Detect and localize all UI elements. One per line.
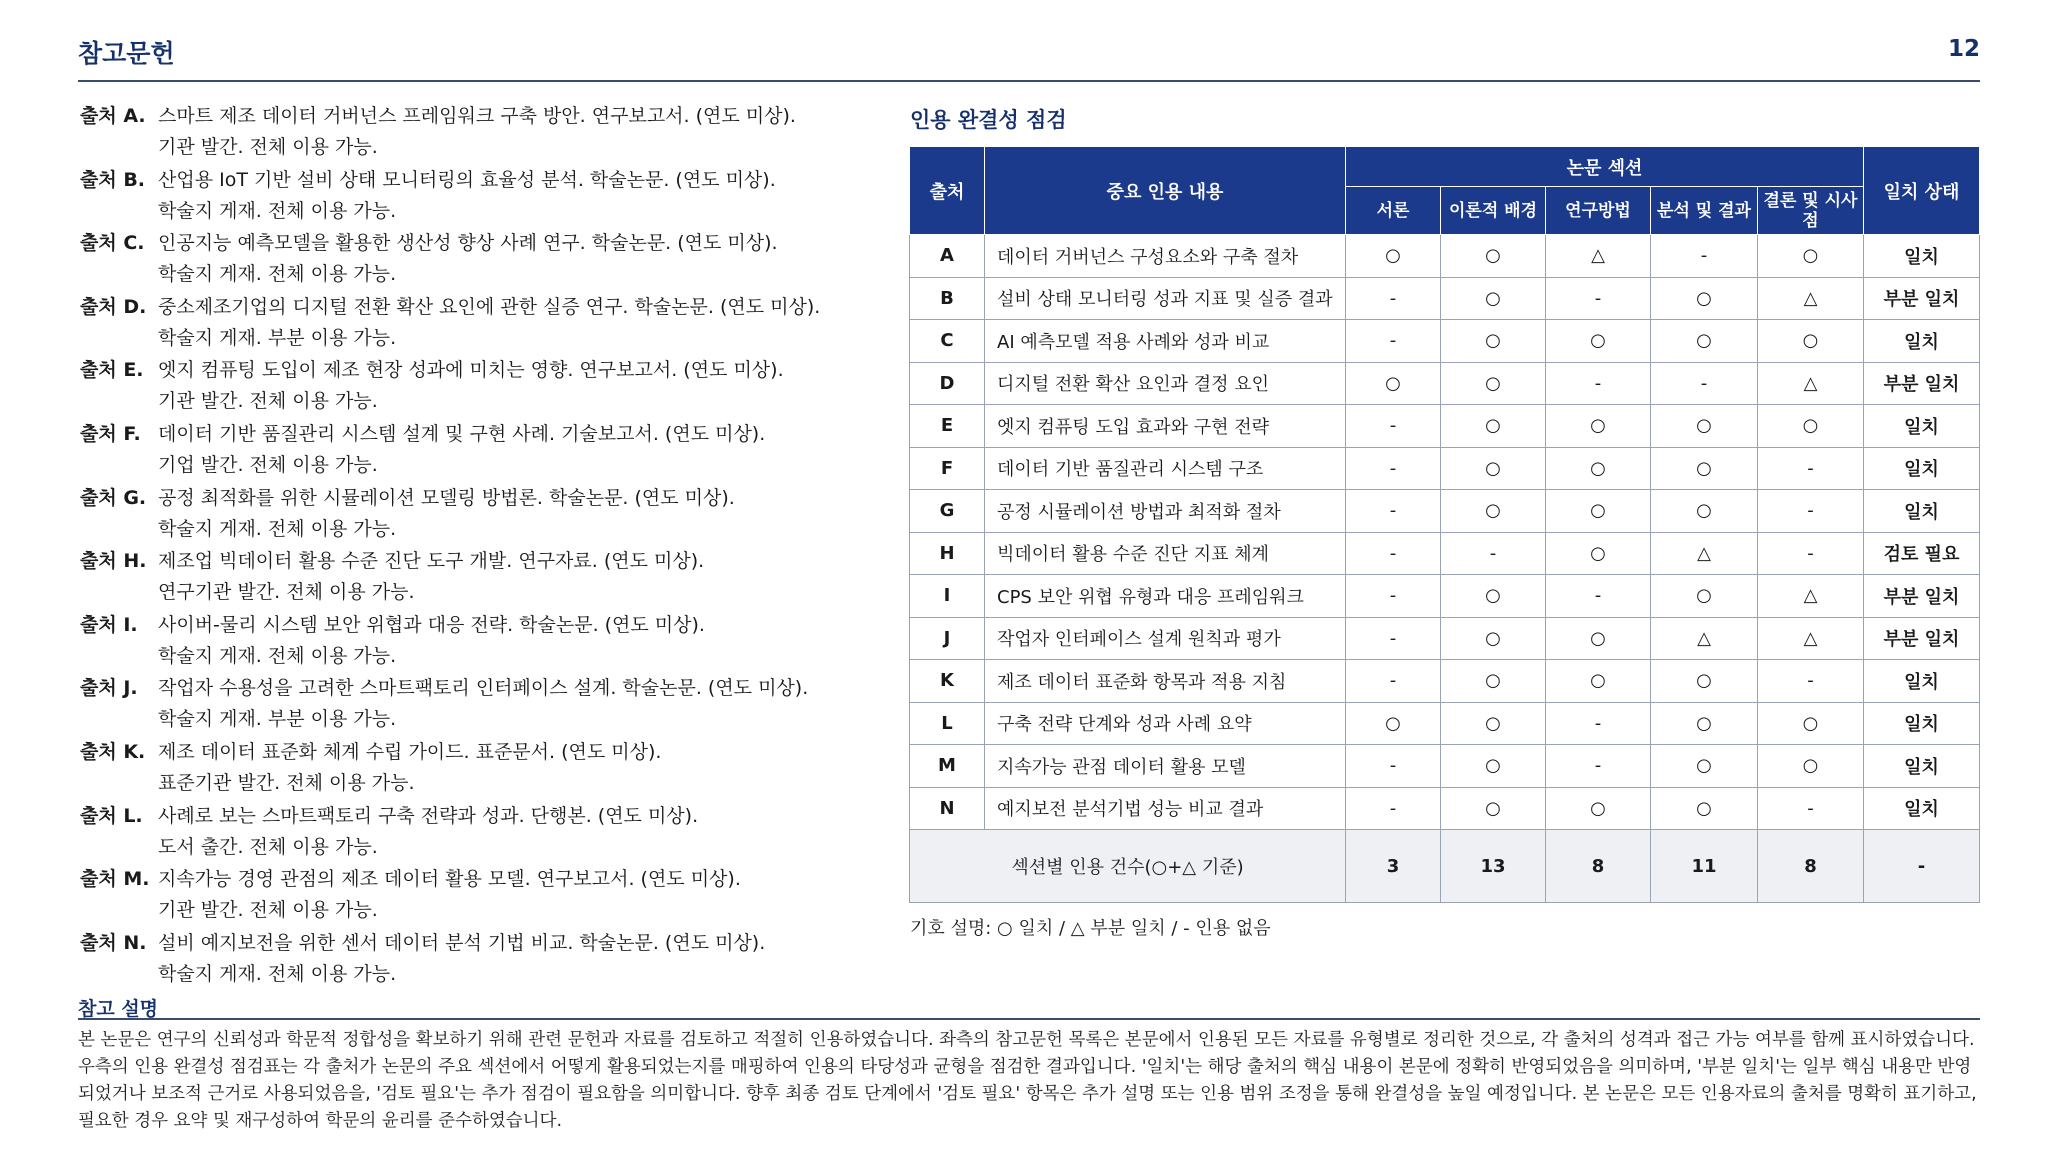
reference-item-l	[80, 801, 860, 865]
row-section-mark: -	[1546, 575, 1651, 618]
table-row	[910, 617, 1980, 660]
row-section-mark: △	[1758, 575, 1864, 618]
row-section-mark: ○	[1651, 660, 1758, 703]
row-citation-content: AI 예측모델 적용 사례와 성과 비교	[985, 320, 1346, 363]
reference-text: 산업용 IoT 기반 설비 상태 모니터링의 효율성 분석. 학술논문. (연도 미상).	[158, 168, 776, 191]
reference-text: 작업자 수용성을 고려한 스마트팩토리 인터페이스 설계. 학술논문. (연도 미상).	[158, 677, 809, 700]
reference-item-g	[80, 483, 860, 547]
row-section-mark: △	[1758, 277, 1864, 320]
table-row	[910, 235, 1980, 278]
notes-divider	[78, 1018, 1980, 1020]
reference-item-d	[80, 292, 860, 356]
table-row	[910, 447, 1980, 490]
row-source-id: K	[910, 660, 985, 703]
row-section-mark: ○	[1441, 617, 1546, 660]
row-citation-content: 엣지 컴퓨팅 도입 효과와 구현 전략	[985, 405, 1346, 448]
reference-availability: 표준기관 발간. 전체 이용 가능.	[158, 771, 415, 794]
page-header	[78, 30, 1980, 82]
row-section-mark: △	[1546, 235, 1651, 278]
notes-title: 참고 설명	[78, 998, 159, 1020]
table-row	[910, 702, 1980, 745]
reference-item-f	[80, 419, 860, 483]
row-section-mark: ○	[1651, 490, 1758, 533]
row-match-status: 일치	[1864, 447, 1980, 490]
row-section-mark: -	[1758, 490, 1864, 533]
total-count: 11	[1651, 830, 1758, 903]
row-match-status: 부분 일치	[1864, 575, 1980, 618]
row-citation-content: 빅데이터 활용 수준 진단 지표 체계	[985, 532, 1346, 575]
row-section-mark: ○	[1441, 660, 1546, 703]
header-sections-group: 논문 섹션	[1346, 147, 1864, 187]
row-citation-content: 구축 전략 단계와 성과 사례 요약	[985, 702, 1346, 745]
row-section-mark: -	[1346, 532, 1441, 575]
table-row	[910, 575, 1980, 618]
reference-availability: 학술지 게재. 전체 이용 가능.	[158, 517, 397, 540]
reference-availability: 도서 출간. 전체 이용 가능.	[158, 835, 378, 858]
row-citation-content: 디지털 전환 확산 요인과 결정 요인	[985, 362, 1346, 405]
reference-availability: 학술지 게재. 전체 이용 가능.	[158, 644, 397, 667]
reference-availability: 학술지 게재. 부분 이용 가능.	[158, 326, 397, 349]
reference-label: 출처 L.	[80, 804, 143, 827]
row-section-mark: ○	[1651, 277, 1758, 320]
row-citation-content: 제조 데이터 표준화 항목과 적용 지침	[985, 660, 1346, 703]
row-citation-content: 작업자 인터페이스 설계 원칙과 평가	[985, 617, 1346, 660]
table-row	[910, 277, 1980, 320]
row-section-mark: -	[1546, 745, 1651, 788]
row-citation-content: 설비 상태 모니터링 성과 지표 및 실증 결과	[985, 277, 1346, 320]
row-section-mark: ○	[1346, 702, 1441, 745]
row-section-mark: ○	[1441, 745, 1546, 788]
reference-text: 데이터 기반 품질관리 시스템 설계 및 구현 사례. 기술보고서. (연도 미상).	[158, 422, 766, 445]
row-section-mark: ○	[1546, 787, 1651, 830]
row-source-id: H	[910, 532, 985, 575]
reference-availability: 학술지 게재. 전체 이용 가능.	[158, 199, 397, 222]
table-row	[910, 405, 1980, 448]
check-section-title: 인용 완결성 점검	[910, 108, 1067, 132]
row-source-id: J	[910, 617, 985, 660]
row-section-mark: △	[1651, 617, 1758, 660]
row-match-status: 일치	[1864, 490, 1980, 533]
row-section-mark: ○	[1441, 575, 1546, 618]
reference-text: 사이버-물리 시스템 보안 위협과 대응 전략. 학술논문. (연도 미상).	[158, 613, 705, 636]
row-section-mark: -	[1346, 575, 1441, 618]
row-section-mark: ○	[1758, 405, 1864, 448]
totals-row	[910, 830, 1980, 903]
row-section-mark: -	[1346, 405, 1441, 448]
reference-label: 출처 N.	[80, 931, 147, 954]
row-section-mark: -	[1651, 362, 1758, 405]
row-match-status: 부분 일치	[1864, 362, 1980, 405]
row-section-mark: -	[1651, 235, 1758, 278]
row-source-id: G	[910, 490, 985, 533]
reference-item-i	[80, 610, 860, 674]
reference-availability: 기관 발간. 전체 이용 가능.	[158, 136, 378, 158]
total-count: 3	[1346, 830, 1441, 903]
row-section-mark: ○	[1758, 235, 1864, 278]
row-match-status: 일치	[1864, 787, 1980, 830]
header-status: 일치 상태	[1864, 147, 1980, 235]
row-section-mark: ○	[1546, 447, 1651, 490]
table-row	[910, 490, 1980, 533]
table-row	[910, 787, 1980, 830]
reference-availability: 기관 발간. 전체 이용 가능.	[158, 390, 378, 413]
total-status: -	[1864, 830, 1980, 903]
row-section-mark: -	[1758, 787, 1864, 830]
row-section-mark: ○	[1346, 235, 1441, 278]
row-section-mark: ○	[1758, 745, 1864, 788]
total-count: 8	[1758, 830, 1864, 903]
reference-item-j	[80, 673, 860, 737]
citation-check-table	[909, 146, 1980, 903]
reference-text: 중소제조기업의 디지털 전환 확산 요인에 관한 실증 연구. 학술논문. (연도 미상).	[158, 295, 821, 318]
header-section-method: 연구방법	[1546, 187, 1651, 235]
reference-label: 출처 M.	[80, 868, 150, 891]
table-row	[910, 532, 1980, 575]
reference-label: 출처 F.	[80, 422, 141, 445]
row-match-status: 부분 일치	[1864, 617, 1980, 660]
reference-label: 출처 G.	[80, 486, 147, 509]
row-section-mark: △	[1758, 617, 1864, 660]
row-section-mark: -	[1758, 532, 1864, 575]
row-section-mark: -	[1546, 277, 1651, 320]
table-row	[910, 362, 1980, 405]
row-section-mark: -	[1346, 617, 1441, 660]
row-section-mark: ○	[1651, 447, 1758, 490]
row-source-id: B	[910, 277, 985, 320]
row-match-status: 일치	[1864, 660, 1980, 703]
reference-text: 인공지능 예측모델을 활용한 생산성 향상 사례 연구. 학술논문. (연도 미상).	[158, 232, 778, 255]
row-section-mark: -	[1346, 277, 1441, 320]
row-section-mark: ○	[1651, 787, 1758, 830]
header-section-conclusion: 결론 및 시사점	[1758, 187, 1864, 235]
table-row	[910, 660, 1980, 703]
reference-item-e	[80, 355, 860, 419]
row-citation-content: 데이터 기반 품질관리 시스템 구조	[985, 447, 1346, 490]
row-section-mark: ○	[1651, 702, 1758, 745]
row-source-id: M	[910, 745, 985, 788]
reference-label: 출처 H.	[80, 550, 147, 573]
row-source-id: C	[910, 320, 985, 363]
reference-text: 사례로 보는 스마트팩토리 구축 전략과 성과. 단행본. (연도 미상).	[158, 804, 699, 827]
notes-body: 본 논문은 연구의 신뢰성과 학문적 정합성을 확보하기 위해 관련 문헌과 자료를 검토하고 적절히 인용하였습니다. 좌측의 참고문헌 목록은 본문에서 인용된 모든 자료를 유형별로 정리한 것으로, 각 출처의 성격과 접근 가능 여부를 함께 표시하였습니다. 우측의 인용 완결성 점검표는 각 출처가 논문의 주요 섹션에서 어떻게 활용되었는지를 매핑하여 인용의 타당성과 균형을 점검한 결과입니다. '일치'는 해당 출처의 핵심 내용이 본문에 정확히 반영되었음을 의미하며, '부분 일치'는 일부 핵심 내용만 반영되었거나 보조적 근거로 사용되었음을, '검토 필요'는 추가 점검이 필요함을 의미합니다. 향후 최종 검토 단계에서 '검토 필요' 항목은 추가 설명 또는 인용 범위 조정을 통해 완결성을 높일 예정입니다. 본 논문은 모든 인용자료의 출처를 명확히 표기하고, 필요한 경우 요약 및 재구성하여 학문의 윤리를 준수하였습니다.	[78, 1030, 1977, 1131]
row-source-id: L	[910, 702, 985, 745]
reference-availability: 기관 발간. 전체 이용 가능.	[158, 899, 378, 922]
row-section-mark: ○	[1441, 787, 1546, 830]
reference-label: 출처 E.	[80, 359, 144, 382]
row-section-mark: ○	[1441, 362, 1546, 405]
page-title: 참고문헌	[78, 39, 175, 68]
row-section-mark: -	[1346, 787, 1441, 830]
reference-item-b	[80, 165, 860, 229]
row-source-id: F	[910, 447, 985, 490]
reference-availability: 학술지 게재. 전체 이용 가능.	[158, 962, 397, 985]
row-citation-content: 공정 시뮬레이션 방법과 최적화 절차	[985, 490, 1346, 533]
reference-label: 출처 D.	[80, 295, 147, 318]
row-section-mark: -	[1758, 660, 1864, 703]
row-citation-content: CPS 보안 위협 유형과 대응 프레임워크	[985, 575, 1346, 618]
row-section-mark: ○	[1546, 532, 1651, 575]
header-section-theory: 이론적 배경	[1441, 187, 1546, 235]
row-match-status: 일치	[1864, 702, 1980, 745]
row-section-mark: ○	[1758, 320, 1864, 363]
row-section-mark: -	[1546, 702, 1651, 745]
row-section-mark: △	[1651, 532, 1758, 575]
row-section-mark: ○	[1346, 362, 1441, 405]
page-number: 12	[1947, 36, 1980, 62]
row-section-mark: ○	[1441, 320, 1546, 363]
row-section-mark: ○	[1651, 405, 1758, 448]
row-section-mark: ○	[1758, 702, 1864, 745]
reference-item-k	[80, 737, 860, 801]
reference-text: 제조업 빅데이터 활용 수준 진단 도구 개발. 연구자료. (연도 미상).	[158, 550, 705, 573]
total-count: 8	[1546, 830, 1651, 903]
row-section-mark: ○	[1546, 660, 1651, 703]
table-row	[910, 320, 1980, 363]
row-section-mark: ○	[1441, 702, 1546, 745]
row-section-mark: -	[1441, 532, 1546, 575]
row-section-mark: -	[1346, 320, 1441, 363]
reference-label: 출처 I.	[80, 613, 138, 636]
row-section-mark: ○	[1546, 320, 1651, 363]
reference-availability: 학술지 게재. 전체 이용 가능.	[158, 263, 397, 286]
row-section-mark: ○	[1441, 447, 1546, 490]
row-section-mark: -	[1758, 447, 1864, 490]
row-match-status: 일치	[1864, 320, 1980, 363]
reference-text: 지속가능 경영 관점의 제조 데이터 활용 모델. 연구보고서. (연도 미상).	[158, 868, 741, 891]
reference-label: 출처 J.	[80, 677, 138, 700]
row-source-id: E	[910, 405, 985, 448]
row-section-mark: ○	[1441, 490, 1546, 533]
reference-availability: 기업 발간. 전체 이용 가능.	[158, 453, 378, 476]
total-count: 13	[1441, 830, 1546, 903]
row-source-id: N	[910, 787, 985, 830]
header-section-intro: 서론	[1346, 187, 1441, 235]
reference-label: 출처 C.	[80, 232, 145, 255]
reference-text: 공정 최적화를 위한 시뮬레이션 모델링 방법론. 학술논문. (연도 미상).	[158, 486, 735, 509]
row-section-mark: -	[1346, 490, 1441, 533]
row-section-mark: △	[1758, 362, 1864, 405]
row-citation-content: 데이터 거버넌스 구성요소와 구축 절차	[985, 235, 1346, 278]
row-section-mark: -	[1546, 362, 1651, 405]
reference-label: 출처 B.	[80, 168, 146, 191]
row-section-mark: ○	[1651, 320, 1758, 363]
row-section-mark: ○	[1546, 617, 1651, 660]
reference-list	[80, 101, 860, 991]
row-match-status: 부분 일치	[1864, 277, 1980, 320]
row-section-mark: ○	[1651, 575, 1758, 618]
row-match-status: 일치	[1864, 235, 1980, 278]
header-section-analysis: 분석 및 결과	[1651, 187, 1758, 235]
reference-text: 설비 예지보전을 위한 센서 데이터 분석 기법 비교. 학술논문. (연도 미상).	[158, 931, 766, 954]
row-source-id: I	[910, 575, 985, 618]
reference-availability: 연구기관 발간. 전체 이용 가능.	[158, 581, 415, 604]
reference-text: 제조 데이터 표준화 체계 수립 가이드. 표준문서. (연도 미상).	[158, 740, 662, 763]
table-legend: 기호 설명: ○ 일치 / △ 부분 일치 / - 인용 없음	[910, 918, 1271, 939]
row-section-mark: ○	[1441, 235, 1546, 278]
row-section-mark: ○	[1546, 405, 1651, 448]
row-section-mark: ○	[1441, 405, 1546, 448]
table-row	[910, 745, 1980, 788]
row-citation-content: 지속가능 관점 데이터 활용 모델	[985, 745, 1346, 788]
reference-item-c	[80, 228, 860, 292]
reference-label: 출처 K.	[80, 740, 146, 763]
row-citation-content: 예지보전 분석기법 성능 비교 결과	[985, 787, 1346, 830]
row-section-mark: -	[1346, 660, 1441, 703]
row-section-mark: ○	[1546, 490, 1651, 533]
row-section-mark: ○	[1651, 745, 1758, 788]
row-source-id: A	[910, 235, 985, 278]
reference-item-m	[80, 864, 860, 928]
row-match-status: 일치	[1864, 745, 1980, 788]
header-source: 출처	[910, 147, 985, 235]
reference-item-n	[80, 928, 860, 992]
reference-text: 스마트 제조 데이터 거버넌스 프레임워크 구축 방안. 연구보고서. (연도 미상).	[158, 105, 796, 127]
reference-label: 출처 A.	[80, 105, 146, 127]
reference-item-a	[80, 101, 860, 165]
row-source-id: D	[910, 362, 985, 405]
reference-availability: 학술지 게재. 부분 이용 가능.	[158, 708, 397, 731]
row-match-status: 일치	[1864, 405, 1980, 448]
row-section-mark: -	[1346, 745, 1441, 788]
row-match-status: 검토 필요	[1864, 532, 1980, 575]
reference-text: 엣지 컴퓨팅 도입이 제조 현장 성과에 미치는 영향. 연구보고서. (연도 미상).	[158, 359, 784, 382]
reference-item-h	[80, 546, 860, 610]
row-section-mark: ○	[1441, 277, 1546, 320]
header-content: 중요 인용 내용	[985, 147, 1346, 235]
row-section-mark: -	[1346, 447, 1441, 490]
totals-label: 섹션별 인용 건수(○+△ 기준)	[910, 830, 1346, 903]
